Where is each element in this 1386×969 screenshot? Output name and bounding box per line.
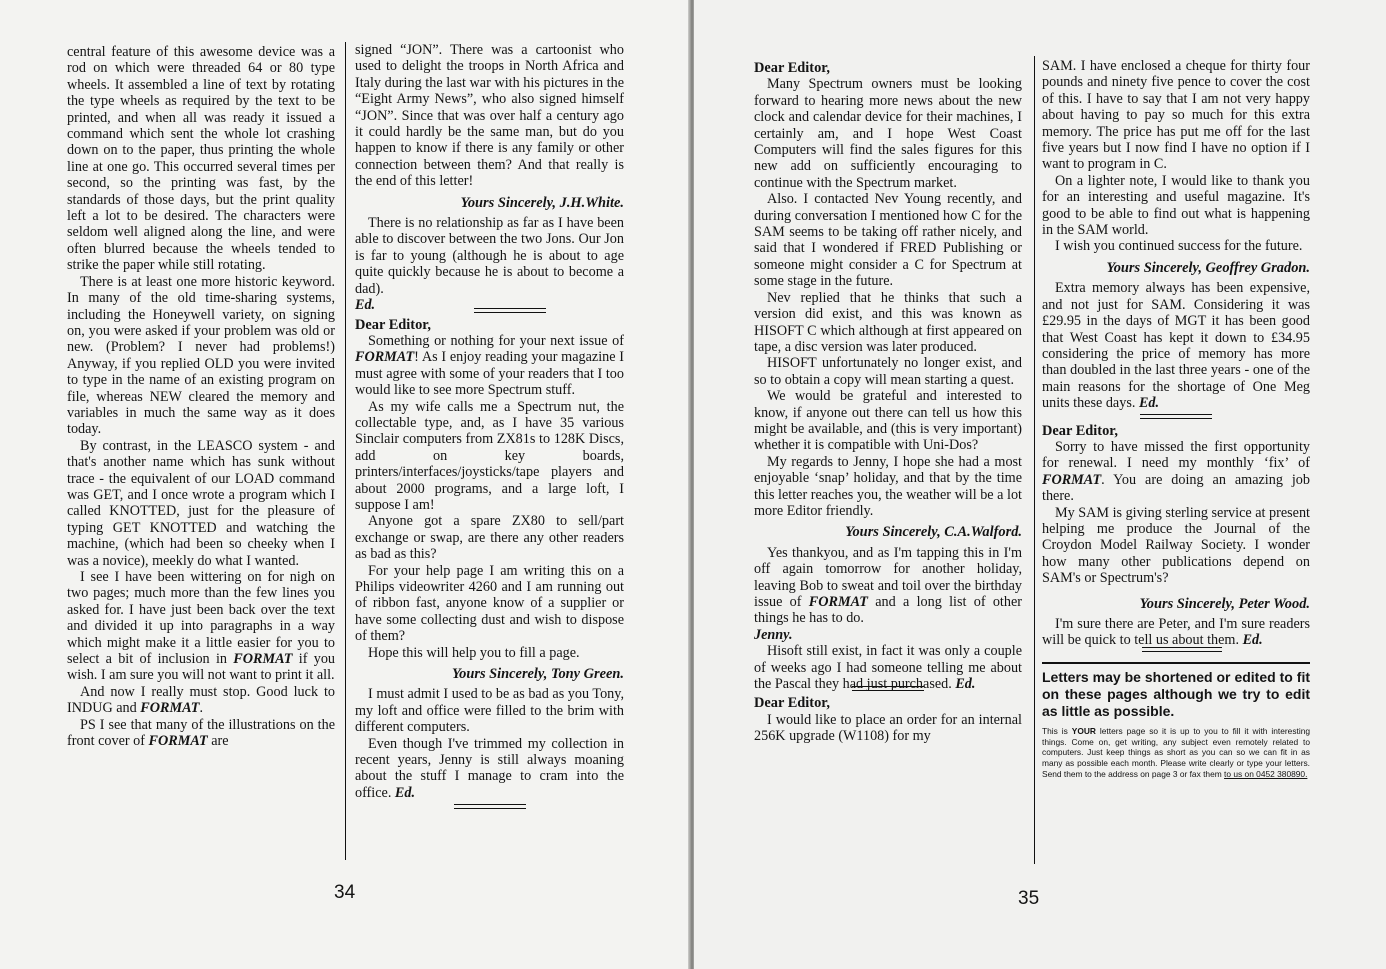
text-run: Extra memory always has been expensive, and not just for SAM. Considering it was £29.95 in the days of MGT it has been good that West Coast has kept it down to £34.95 considering the price of memory has more than doubled in the last three years - one of the main reasons for the shortage of One Meg units these days. (1042, 280, 1310, 412)
editor-reply (355, 736, 624, 802)
paragraph: We would be grateful and interested to know, if anyone out there can tell us how this might be available, and (this is very important) whether it is compatible with Uni-Dos? (754, 388, 1022, 454)
editorial-notice (1042, 662, 1310, 780)
page-number: 34 (334, 882, 356, 903)
right-column-2 (1042, 58, 1310, 780)
paragraph: Anyone got a spare ZX80 to sell/part exchange or swap, are there any other readers as bad as this? (355, 513, 624, 563)
text-run: This is (1042, 725, 1068, 736)
left-page (0, 0, 690, 969)
text-run: Sorry to have missed the first opportunity for renewal. I need my monthly ‘fix’ of (1042, 438, 1310, 472)
editor-tag: Ed. (1138, 395, 1160, 412)
paragraph: Many Spectrum owners must be looking forward to hearing more news about the new clock and calendar device for their machines, I certainly am, and I hope West Coast Computers will find the sales figures for this new add on sufficiently encouraging to continue with the Spectrum market. (754, 76, 1022, 191)
fax-number: to us on 0452 380890. (1224, 769, 1308, 779)
editor-tag: Ed. (955, 676, 976, 693)
paragraph: Nev replied that he thinks that such a version did exist, and this was known as HISOFT C which although at first appeared on tape, a disc version was later produced. (754, 289, 1022, 355)
text-run: and a long list of other things he has to do. (754, 594, 1022, 627)
magazine-name: FORMAT (233, 651, 293, 668)
letter-heading: Dear Editor, (754, 695, 830, 712)
editor-reply: I must admit I used to be as bad as you Tony, my loft and office were filled to the brim with different computers. (355, 686, 624, 736)
signature: Yours Sincerely, J.H.White. (460, 194, 624, 211)
magazine-name: FORMAT (1042, 471, 1102, 488)
emphasis: YOUR (1071, 725, 1096, 736)
separator-double-rule (454, 804, 526, 809)
signature: Yours Sincerely, Peter Wood. (1139, 595, 1310, 612)
text-run: PS I see that many of the illustrations on the front cover of (67, 716, 335, 750)
paragraph: By contrast, in the LEASCO system - and that's another name which has sunk without trace - the equivalent of our LOAD command was GET, and I once wrote a program which I called KNOTTED, just for the pleasure of typing GET KNOTTED and watching the machine, (which had been so cheeky when I was a novice), meekly do what I wanted. (67, 437, 335, 569)
paragraph: signed “JON”. There was a cartoonist who used to delight the troops in North Africa and Italy during the last war with his pictures in the “Eight Army News”, who also signed himself “JON”. Since that was over half a century ago it could hardly be the same man, but do you happen to know if there is any family or other connection between them? And that really is the end of this letter! (355, 42, 624, 190)
paragraph: On a lighter note, I would like to thank you for an interesting and useful magazine. It's good to be able to find out what is happening in the SAM world. (1042, 172, 1310, 239)
paragraph (67, 569, 335, 684)
column-rule (345, 42, 346, 860)
separator-double-rule (1140, 414, 1212, 419)
signature: Yours Sincerely, Geoffrey Gradon. (1106, 259, 1310, 276)
editor-tag: Ed. (355, 297, 376, 314)
text-run: Yes thankyou, and as I'm tapping this in I'm off again tomorrow for another holiday, leaving Bob to sweat and toil over the birthday issue of (754, 544, 1022, 610)
text-run: are (211, 733, 229, 750)
paragraph: There is at least one more historic keyword. In many of the old time-sharing systems, including the Honeywell variety, on signing on, you were asked if your problem was old or new. (Problem? I never had problems!) Anyway, if you replied OLD you were invited to type in the name of an existing program on file, whereas NEW cleared the memory and variables in much the same way as it does today. (67, 273, 335, 438)
text-run: letters page so it is up to you to fill it with interesting things. Come on, get writing, any subject even remotely related to computers. Just keep things as short as you can so we can fit in as many as possible each month. Please write clearly or type your letters. Send them to the address on page 3 or fax them (1042, 725, 1311, 779)
signature: Yours Sincerely, C.A.Walford. (845, 524, 1022, 541)
editor-reply: There is no relationship as far as I have been able to discover between the two Jons. Our Jon is far to young (although he is about to age quite quickly because he is about to become a dad). (355, 215, 624, 297)
left-column-2 (355, 42, 624, 813)
editor-tag: Jenny. (754, 626, 793, 643)
paragraph: My regards to Jenny, I hope she had a most enjoyable ‘snap’ holiday, and that by the time this letter reaches you, the weather will be a lot more Editor friendly. (754, 453, 1022, 519)
paragraph (355, 333, 624, 399)
magazine-name: FORMAT (808, 594, 868, 610)
editor-reply (754, 643, 1022, 692)
text-run: . You are doing an amazing job there. (1042, 471, 1310, 505)
column-rule (1034, 56, 1035, 864)
text-run: Even though I've trimmed my collection in recent years, Jenny is still always moaning about the stuff I manage to cram into the office. (355, 735, 624, 801)
text-run: And now I really must stop. Good luck to INDUG and (67, 683, 335, 717)
text-run: I see I have been wittering on for nigh on two pages; much more than the few lines you asked for. I have just been back over the text and divided it up into paragraphs in a way which might make it a little easier for you to select a bit of inclusion in (67, 569, 335, 668)
paragraph: Hope this will help you to fill a page. (368, 644, 580, 661)
text-run: if you wish. I am sure you will not want to print it all. (67, 651, 336, 684)
notice-heading: Letters may be shortened or edited to fit on these pages although we try to edit as little as possible. (1042, 668, 1310, 719)
editor-reply (1042, 280, 1310, 411)
magazine-name: FORMAT (140, 700, 200, 717)
letter-heading: Dear Editor, (1042, 422, 1118, 439)
paragraph: SAM. I have enclosed a cheque for thirty four pounds and ninety five pence to cover the cost of this. I have to say that I am not very happy about having to pay so much for this extra memory. The price has put me off for the last five years but I now find I have no option if I want to program in C. (1042, 58, 1310, 173)
text-run: ! As I enjoy reading your magazine I must agree with some of your readers that I too would like to see more Spectrum stuff. (355, 349, 624, 399)
text-run: I'm sure there are Peter, and I'm sure readers will be quick to tell us about them. (1042, 616, 1310, 649)
paragraph: Also. I contacted Nev Young recently, and during conversation I mentioned how C for the SAM seems to be taking off rather nicely, and said that I wondered if FRED Publishing or someone might consider a C for Spectrum at some stage in the future. (754, 191, 1022, 290)
paragraph: I wish you continued success for the future. (1055, 238, 1303, 255)
text-run: Hisoft still exist, in fact it was only a couple of weeks ago I had someone telling me about the Pascal they had just purchased. (754, 643, 1022, 693)
editor-tag: Ed. (1242, 632, 1263, 649)
paragraph (1042, 439, 1310, 505)
notice-body (1042, 726, 1310, 780)
paragraph: central feature of this awesome device was a rod on which were threaded 64 or 80 type wheels. It assembled a line of text by rotating the type wheels as required by the text to be printed, and when all was ready it issued a command which sent the whole lot crashing down on to the paper, thus printing the whole line at one go. This occurred several times per second, so the printing was fast, by the standards of those days, but the print quality left a lot to be desired. The characters were seldom well aligned along the line, and were often blurred because the wheels tended to strike the paper while still rotating. (67, 44, 335, 274)
signature: Yours Sincerely, Tony Green. (451, 666, 624, 683)
letter-heading: Dear Editor, (754, 60, 830, 76)
paragraph (67, 717, 335, 750)
letter-heading: Dear Editor, (355, 316, 431, 333)
editor-reply (1042, 616, 1310, 649)
right-page (694, 0, 1386, 969)
magazine-name: FORMAT (355, 349, 415, 366)
paragraph: HISOFT unfortunately no longer exist, and so to obtain a copy will mean starting a quest. (754, 355, 1022, 388)
paragraph (754, 627, 1022, 643)
paragraph: I would like to place an order for an internal 256K upgrade (W1108) for my (754, 711, 1022, 745)
right-column-1 (754, 60, 1022, 745)
left-column-1 (67, 44, 335, 749)
editor-tag: Ed. (394, 784, 416, 801)
separator-double-rule (474, 308, 546, 313)
magazine-name: FORMAT (148, 733, 208, 750)
page-number: 35 (1018, 888, 1040, 909)
paragraph: My SAM is giving sterling service at present helping me produce the Journal of the Croydon Model Railway Society. I wonder how many other publications depend on SAM's or Spectrum's? (1042, 504, 1310, 587)
paragraph: As my wife calls me a Spectrum nut, the collectable type, and, as I have 35 various Sinclair computers from ZX81s to 128K Discs, add on key boards, printers/interfaces/joysticks/tape players and about 2000 programs, and a large loft, I suppose I am! (355, 398, 624, 513)
text-run: Something or nothing for your next issue of (368, 332, 624, 349)
paragraph: For your help page I am writing this on a Philips videowriter 4260 and I am running out of ribbon fast, anyone know of a supplier or have some collecting dust and wish to dispose of them? (355, 562, 624, 645)
editor-reply (754, 545, 1022, 627)
paragraph: And now I really must stop. Good luck to INDUG and FORMAT. (67, 683, 335, 717)
